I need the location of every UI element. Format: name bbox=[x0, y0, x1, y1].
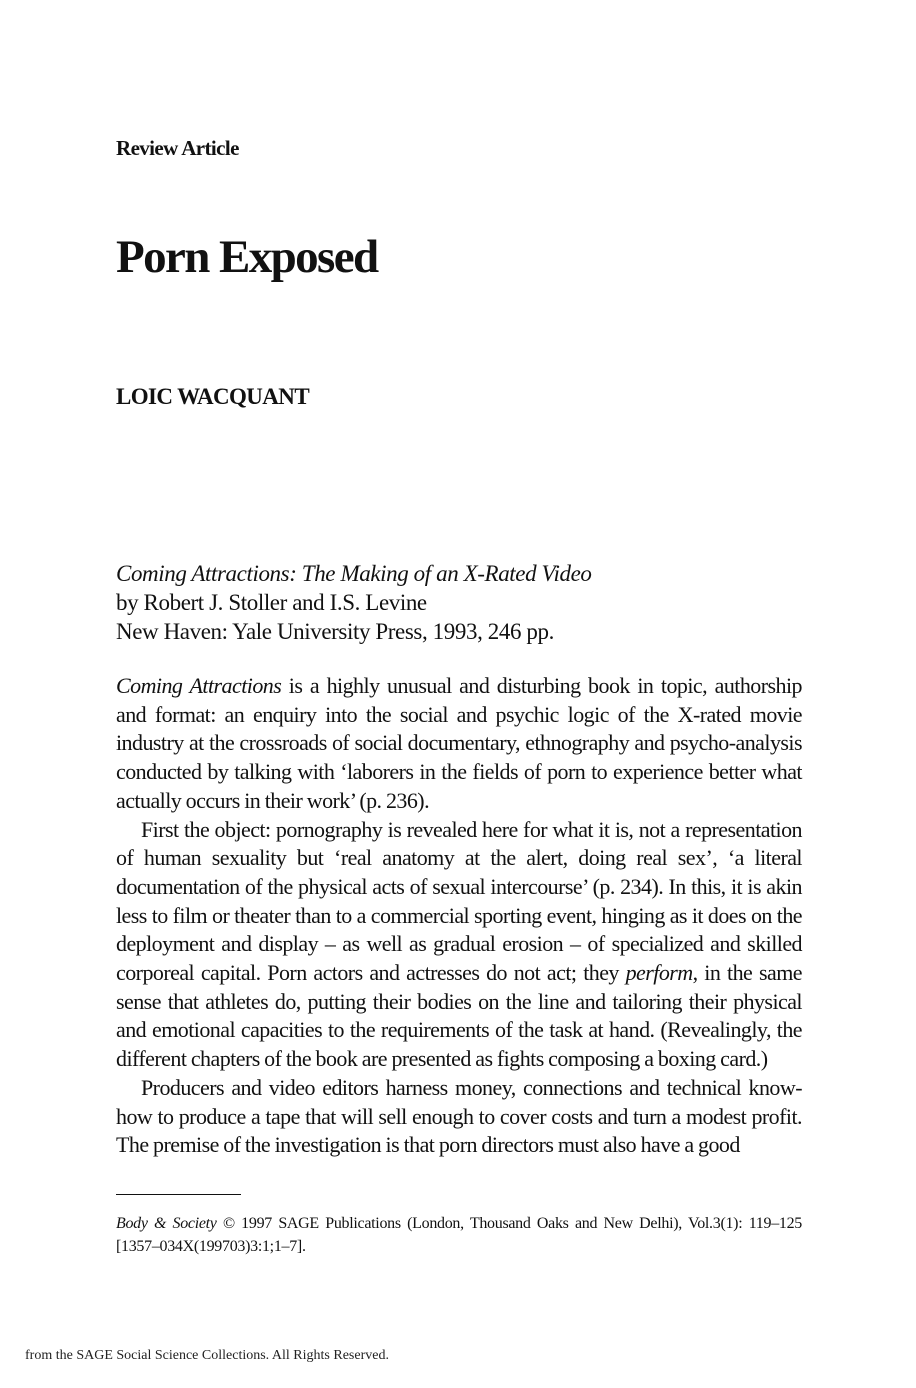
article-title: Porn Exposed bbox=[116, 231, 378, 283]
paragraph: Producers and video editors harness money, connections and technical know-how to produce a tape that will sell enough to cover costs and turn a modest profit. The premise of the investigation is that porn directors must also have a good bbox=[116, 1074, 802, 1158]
copyright-notice: from the SAGE Social Science Collections. All Rights Reserved. bbox=[25, 1348, 389, 1363]
book-reference bbox=[116, 559, 806, 646]
footnote: Body & Society © 1997 SAGE Publications (London, Thousand Oaks and New Delhi), Vol.3(1): 119–125 [1357–034X(199703)3:1;1–7]. bbox=[116, 1215, 802, 1255]
article-body bbox=[116, 672, 802, 1160]
footnote-divider bbox=[116, 1194, 241, 1195]
book-publication: New Haven: Yale University Press, 1993, 246 pp. bbox=[116, 619, 554, 644]
paragraph: Coming Attractions is a highly unusual and disturbing book in topic, authorship and format: an enquiry into the social and psychic logic of the X-rated movie industry at the crossroads of social documentary, ethnography and psycho-analysis conducted by talking with ‘laborers in the fields of porn to experience better what actually occurs in their work’ (p. 236). bbox=[116, 673, 802, 813]
book-title-inline: Coming Attractions bbox=[116, 673, 282, 698]
paragraph: First the object: pornography is revealed here for what it is, not a representation of human sexuality but ‘real anatomy at the alert, doing real sex’, ‘a literal documentation of the physical acts of sexual intercourse’ (p. 234). In this, it is akin less to film or theater than to a commercial sporting event, hinging as it does on the deployment and display – as well as gradual erosion – of specialized and skilled corporeal capital. Porn actors and actresses do not act; they perform, in the same sense that athletes do, putting their bodies on the line and tailoring their physical and emotional capacities to the requirements of the task at hand. (Revealingly, the different chapters of the book are presented as fights composing a boxing card.) bbox=[116, 816, 802, 1072]
book-title: Coming Attractions: The Making of an X-Rated Video bbox=[116, 561, 592, 586]
author-name: LOIC WACQUANT bbox=[116, 384, 310, 409]
book-authors: by Robert J. Stoller and I.S. Levine bbox=[116, 590, 427, 615]
journal-name: Body & Society bbox=[116, 1215, 217, 1232]
section-label: Review Article bbox=[116, 136, 239, 160]
